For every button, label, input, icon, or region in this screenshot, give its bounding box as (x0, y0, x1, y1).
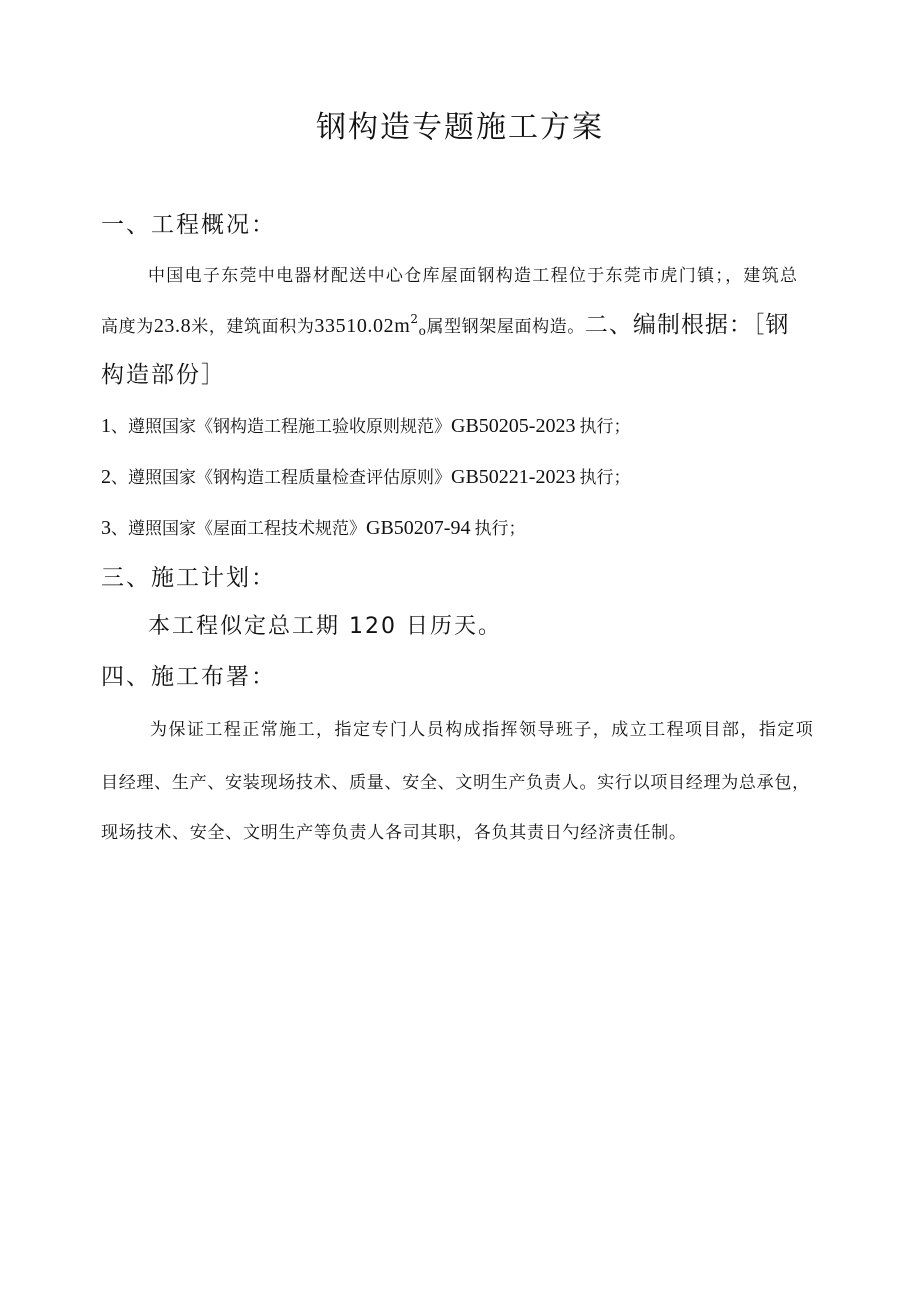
basis-item-suffix: 执行； (579, 417, 631, 437)
basis-item-code: GB50221-2023 (451, 466, 576, 488)
basis-item-code: GB50205-2023 (451, 415, 576, 437)
overview-height-suffix: 米，建筑面积为 (191, 317, 315, 337)
deployment-line-2: 目经理、生产、安装现场技术、质量、安全、文明生产负责人。实行以项目经理为总承包， (101, 773, 810, 793)
basis-item-number: 3 (101, 517, 111, 539)
plan-text: 本工程似定总工期 120 日历天。 (148, 614, 502, 639)
building-area-value: 33510.02m (314, 315, 411, 337)
basis-item-1 (101, 413, 630, 440)
basis-item-text: 、遵照国家《钢构造工程施工验收原则规范》 (111, 417, 451, 437)
overview-line-2 (101, 312, 789, 340)
building-height-value: 23.8 (153, 315, 192, 337)
document-title: 钢构造专题施工方案 (316, 110, 604, 145)
area-subscript: o (418, 324, 427, 338)
basis-item-3 (101, 515, 525, 542)
overview-structure-text: 属型钢架屋面构造。 (426, 317, 585, 337)
basis-item-text: 、遵照国家《钢构造工程质量检查评估原则》 (111, 468, 451, 488)
section-heading-deployment: 四、施工布署： (101, 664, 276, 690)
deployment-line-3: 现场技术、安全、文明生产等负责人各司其职，各负其责日勺经济责任制。 (101, 823, 687, 843)
basis-item-2 (101, 464, 630, 491)
section-heading-overview: 一、工程概况： (101, 212, 276, 238)
basis-item-code: GB50207-94 (366, 517, 471, 539)
section-heading-basis: 二、编制根据：［钢 (584, 312, 790, 338)
area-superscript: 2 (410, 312, 419, 326)
section-heading-plan: 三、施工计划： (101, 565, 276, 591)
basis-item-suffix: 执行； (579, 468, 631, 488)
basis-item-number: 1 (101, 415, 111, 437)
basis-item-number: 2 (101, 466, 111, 488)
overview-line-1: 中国电子东莞中电器材配送中心仓库屋面钢构造工程位于东莞市虎门镇；，建筑总 (148, 266, 799, 286)
basis-item-suffix: 执行； (474, 519, 526, 539)
overview-height-prefix: 高度为 (101, 317, 154, 337)
basis-subtitle: 构造部份］ (101, 362, 226, 388)
deployment-line-1: 为保证工程正常施工，指定专门人员构成指挥领导班子，成立工程项目部，指定项 (150, 720, 815, 740)
basis-item-text: 、遵照国家《屋面工程技术规范》 (111, 519, 366, 539)
